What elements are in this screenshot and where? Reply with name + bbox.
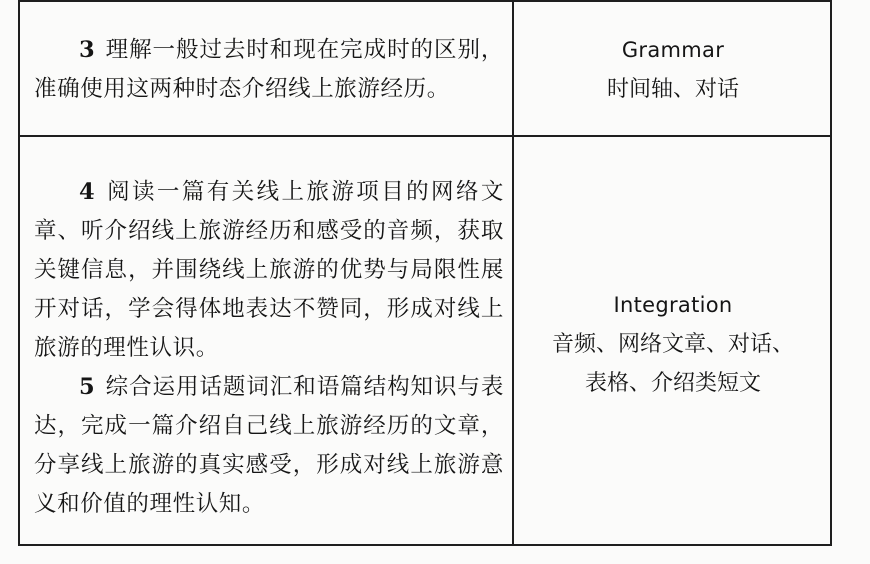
objective-text: 阅读一篇有关线上旅游项目的网络文章、听介绍线上旅游经历和感受的音频，获取关键信息，并围绕线上旅游的优势与局限性展开对话，学会得体地表达不赞同，形成对线上旅游的理性认识。 xyxy=(34,179,504,361)
objective-number: 4 xyxy=(79,179,96,205)
resource-cell-grammar xyxy=(514,31,832,109)
objective-cell-4-5 xyxy=(34,173,504,524)
resource-list-line2: 表格、介绍类短文 xyxy=(584,371,761,396)
objective-paragraph-5 xyxy=(34,368,504,524)
objective-cell-3 xyxy=(34,31,504,109)
objectives-table xyxy=(18,0,832,546)
objective-text: 综合运用话题词汇和语篇结构知识与表达，完成一篇介绍自己线上旅游经历的文章，分享线上旅游的真实感受，形成对线上旅游意义和价值的理性认知。 xyxy=(34,374,504,517)
objective-paragraph-4 xyxy=(34,173,504,368)
resource-list: 时间轴、对话 xyxy=(606,77,739,102)
top-border xyxy=(20,0,830,2)
objective-text: 理解一般过去时和现在完成时的区别，准确使用这两种时态介绍线上旅游经历。 xyxy=(34,37,504,102)
resource-cell-integration xyxy=(514,286,832,403)
category-label: Integration xyxy=(613,293,733,317)
objective-paragraph-3 xyxy=(34,31,504,109)
objective-number: 5 xyxy=(79,374,96,400)
objective-number: 3 xyxy=(79,37,96,63)
category-label: Grammar xyxy=(621,38,725,62)
resource-list-line1: 音频、网络文章、对话、 xyxy=(551,332,794,357)
row-divider xyxy=(20,135,830,137)
